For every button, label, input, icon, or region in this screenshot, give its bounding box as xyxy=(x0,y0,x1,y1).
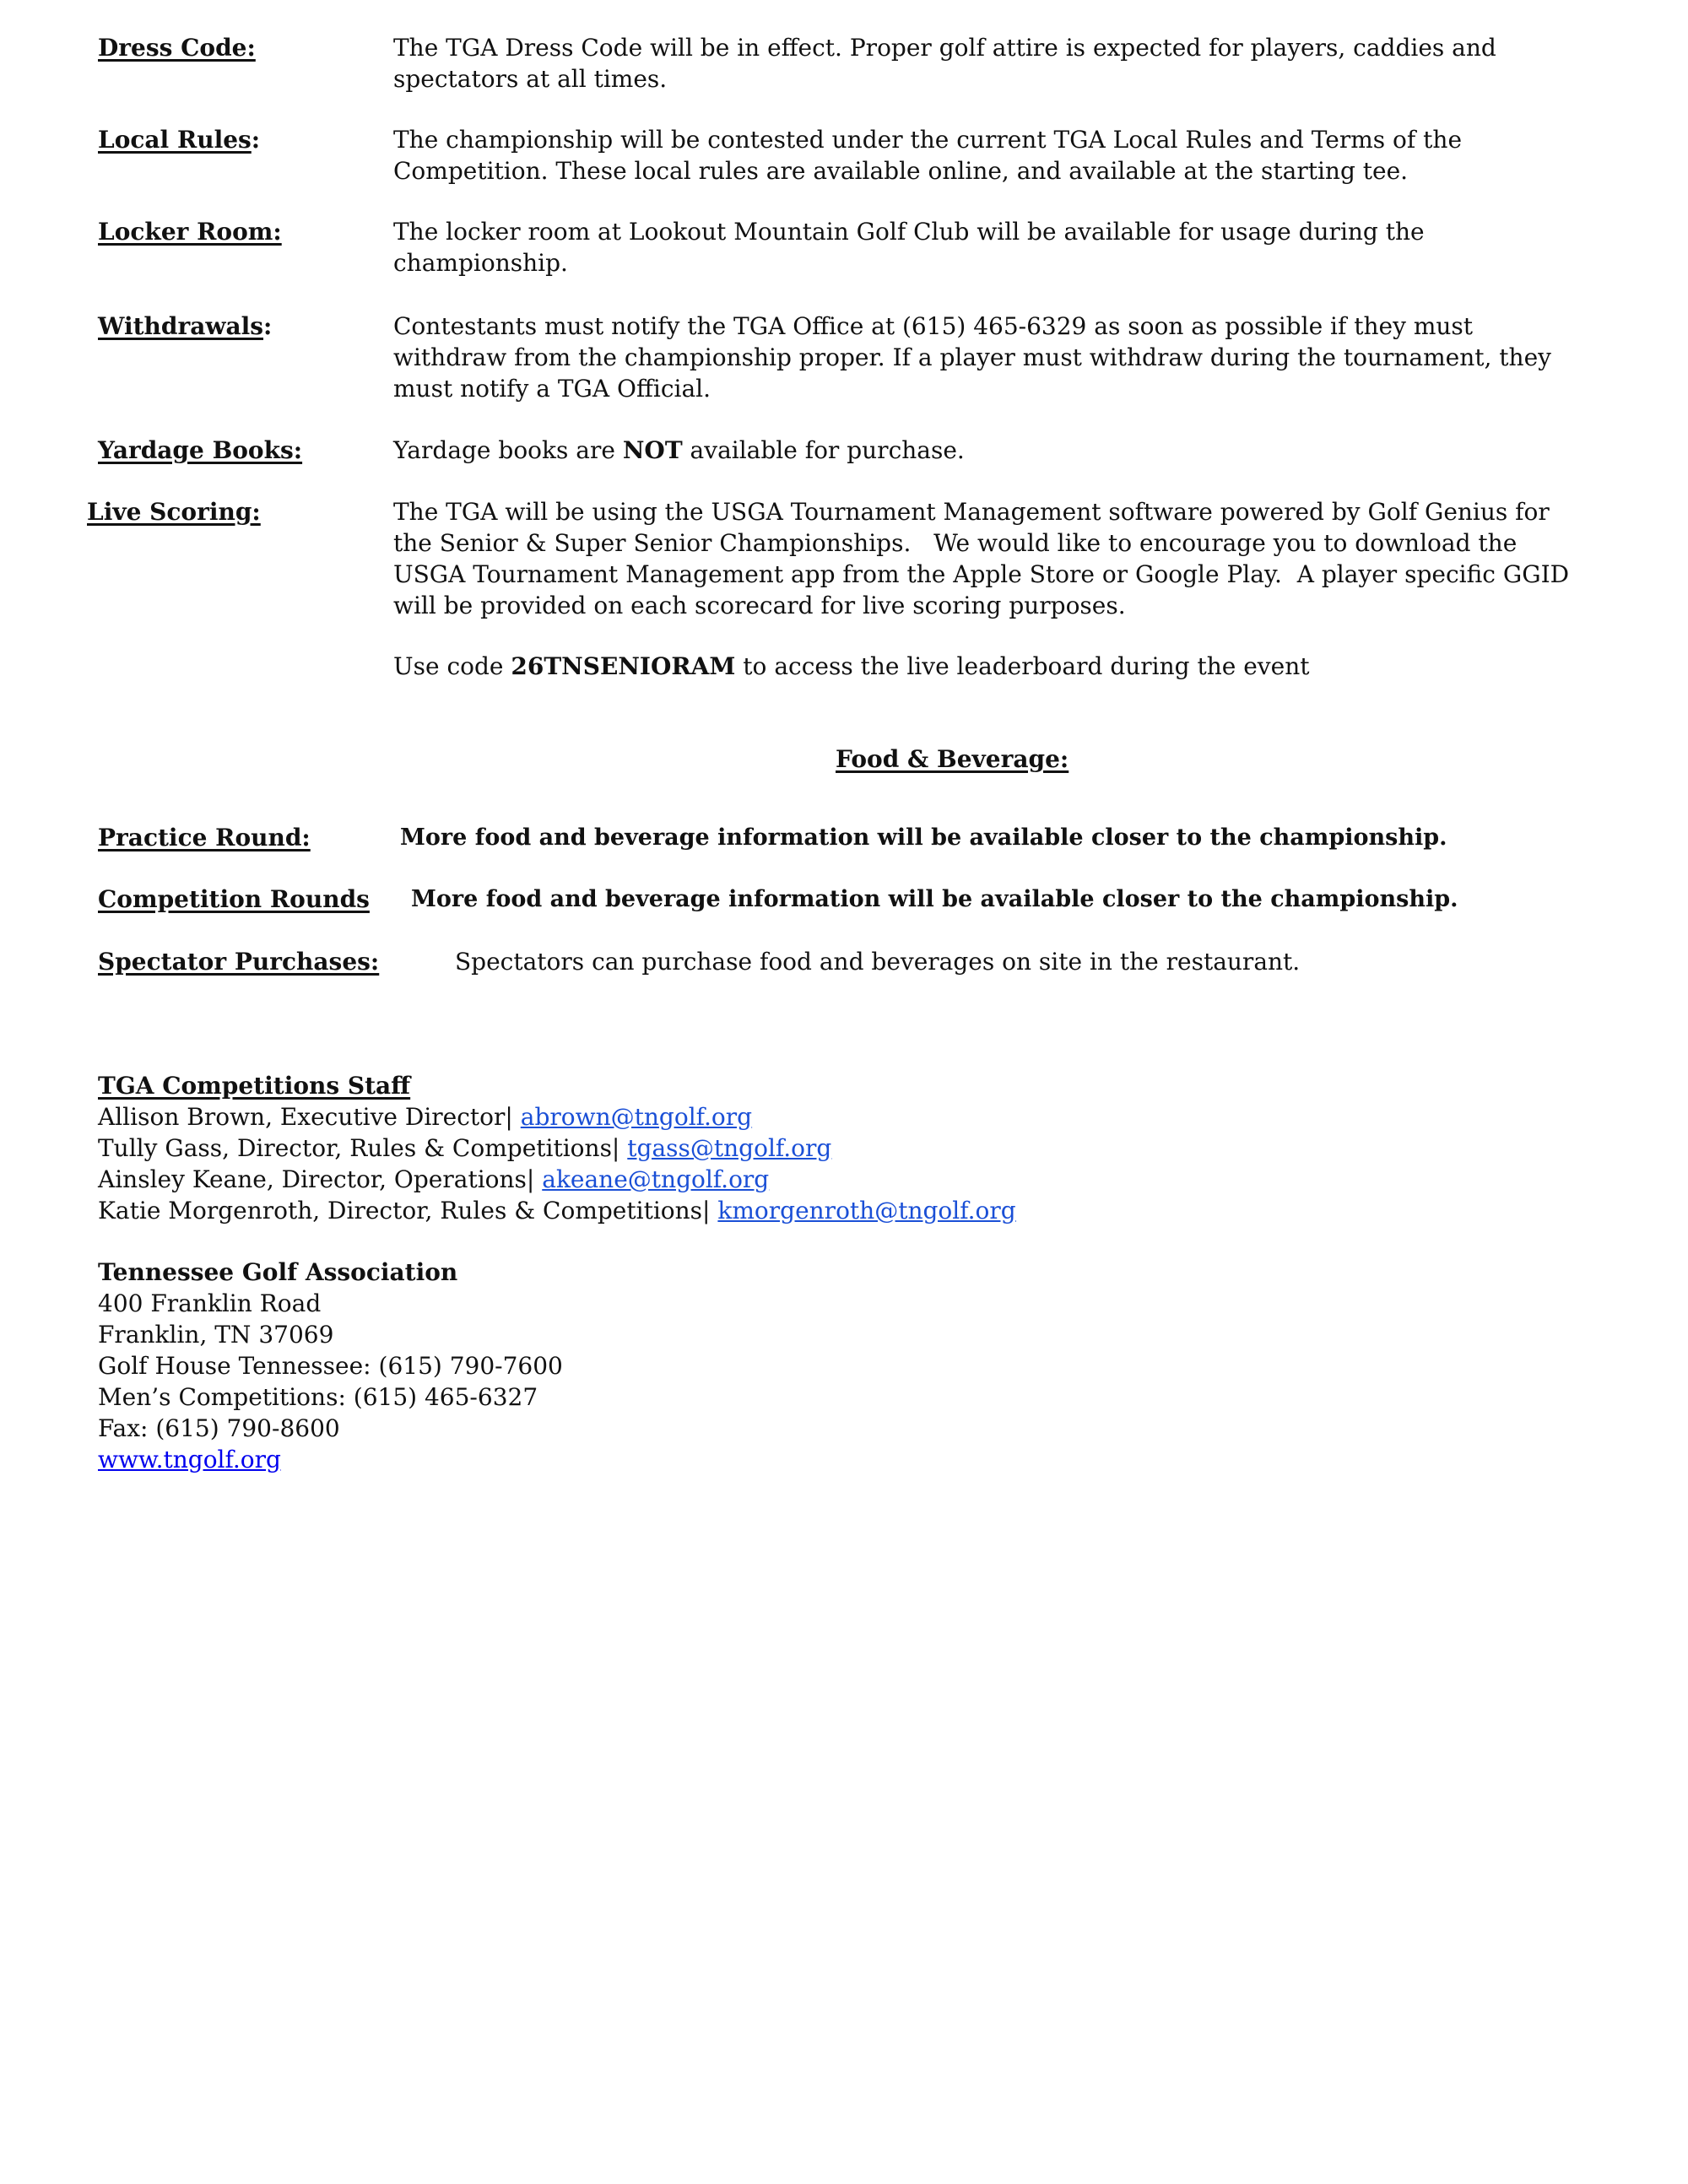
locker-room-text: The locker room at Lookout Mountain Golf Club will be available for usage during the championship. xyxy=(393,218,1425,277)
competition-rounds-text: More food and beverage information will be available closer to the championship. xyxy=(411,886,1458,912)
website-link[interactable]: www.tngolf.org xyxy=(98,1446,281,1473)
competition-rounds-label: Competition Rounds xyxy=(98,885,370,913)
city-line: Franklin, TN 37069 xyxy=(98,1321,334,1349)
leaderboard-code: 26TNSENIORAM xyxy=(511,652,736,680)
dress-code-text: The TGA Dress Code will be in effect. Proper golf attire is expected for players, caddies and spectators at all times. xyxy=(393,34,1496,93)
phone-line: Golf House Tennessee: (615) 790-7600 xyxy=(98,1352,563,1380)
staff-name: Tully Gass, Director, Rules & Competitions| xyxy=(98,1134,620,1162)
label-colon: : xyxy=(263,312,273,340)
code-after: to access the live leaderboard during the event xyxy=(735,652,1310,680)
local-rules-label: Local Rules xyxy=(98,126,252,154)
staff-name: Ainsley Keane, Director, Operations| xyxy=(98,1165,535,1193)
practice-round-label: Practice Round: xyxy=(98,824,311,851)
locker-room-label: Locker Room: xyxy=(98,218,282,246)
phone-line: Men’s Competitions: (615) 465-6327 xyxy=(98,1383,538,1411)
label-colon: : xyxy=(251,126,261,154)
local-rules-text: The championship will be contested under the current TGA Local Rules and Terms of the Competition. These local rules are available online, and available at the starting tee. xyxy=(393,126,1463,185)
yardage-text-after: available for purchase. xyxy=(682,436,965,464)
email-link[interactable]: kmorgenroth@tngolf.org xyxy=(717,1197,1016,1224)
yardage-books-text xyxy=(393,435,1575,466)
staff-heading: TGA Competitions Staff xyxy=(98,1072,411,1100)
yardage-text-before: Yardage books are xyxy=(393,436,623,464)
staff-member xyxy=(98,1133,1016,1164)
yardage-not: NOT xyxy=(622,436,683,464)
code-before: Use code xyxy=(393,652,511,680)
association-name: Tennessee Golf Association xyxy=(98,1258,458,1286)
staff-member xyxy=(98,1164,1016,1195)
staff-name: Katie Morgenroth, Director, Rules & Competitions| xyxy=(98,1197,711,1224)
live-code-line xyxy=(393,651,1575,682)
food-beverage-heading: Food & Beverage: xyxy=(836,745,1069,773)
withdrawals-label: Withdrawals xyxy=(98,312,263,340)
address-line: 400 Franklin Road xyxy=(98,1289,322,1317)
fax-line: Fax: (615) 790-8600 xyxy=(98,1414,340,1442)
local-rules-label-wrap xyxy=(98,124,260,155)
yardage-books-label: Yardage Books: xyxy=(98,436,303,464)
spectator-purchases-text: Spectators can purchase food and beverages on site in the restaurant. xyxy=(455,948,1301,976)
withdrawals-text: Contestants must notify the TGA Office at (615) 465-6329 as soon as possible if they must withdraw from the championship proper. If a player must withdraw during the tournament, they must notify a TGA Official. xyxy=(393,312,1551,403)
live-scoring-label: Live Scoring: xyxy=(87,498,261,526)
email-link[interactable]: akeane@tngolf.org xyxy=(542,1165,770,1193)
staff-member xyxy=(98,1195,1016,1226)
association-block xyxy=(98,1257,563,1475)
practice-round-text: More food and beverage information will be available closer to the championship. xyxy=(400,824,1447,851)
live-scoring-text: The TGA will be using the USGA Tournament Management software powered by Golf Genius for the Senior & Super Senior Championships. We would like to encourage you to download the USGA Tournament Management app from the Apple Store or Google Play. A player specific GGID will be provided on each scorecard for live scoring purposes. xyxy=(393,498,1577,619)
staff-name: Allison Brown, Executive Director| xyxy=(98,1103,513,1131)
spectator-purchases-label: Spectator Purchases: xyxy=(98,948,380,976)
withdrawals-label-wrap xyxy=(98,311,272,342)
staff-member xyxy=(98,1101,1016,1133)
staff-block xyxy=(98,1070,1016,1226)
email-link[interactable]: tgass@tngolf.org xyxy=(627,1134,832,1162)
dress-code-label: Dress Code: xyxy=(98,34,256,62)
email-link[interactable]: abrown@tngolf.org xyxy=(520,1103,753,1131)
